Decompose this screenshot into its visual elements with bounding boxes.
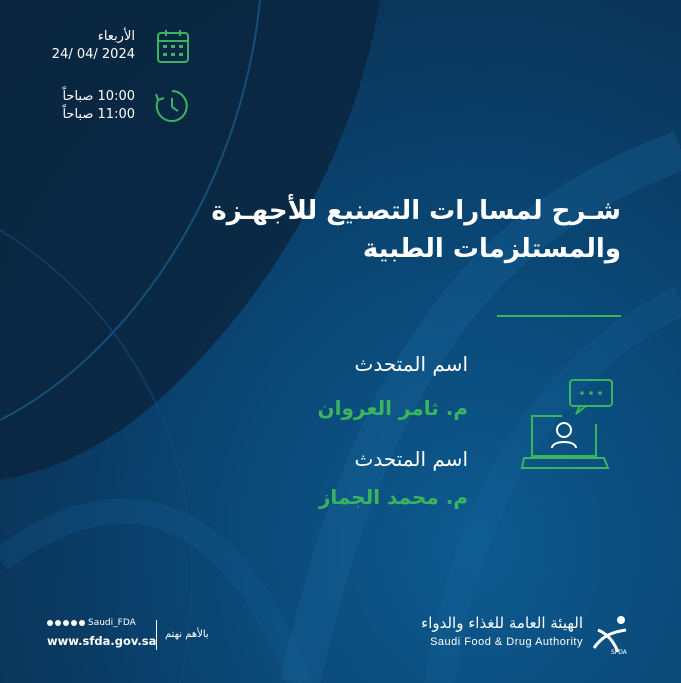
clock-icon — [154, 88, 190, 124]
time-start: 10:00 صباحاً — [62, 89, 135, 104]
org-name-ar: الهيئة العامة للغذاء والدواء — [421, 614, 583, 632]
date-block — [52, 28, 135, 64]
social-handle — [47, 618, 136, 628]
logo-text: SFDA — [611, 649, 627, 656]
speaker-2-name: م. محمد الجماز — [318, 485, 468, 509]
calendar-icon — [156, 28, 190, 64]
time-block — [62, 88, 135, 124]
laptop-speaker-icon — [520, 378, 616, 474]
event-date: 24/ 04/ 2024 — [51, 47, 135, 62]
speaker-1-label: اسم المتحدث — [354, 352, 468, 376]
title-line-1: شـرح لمسارات التصنيع للأجهـزة — [211, 196, 621, 226]
social-icons — [47, 620, 85, 626]
event-title — [161, 192, 621, 268]
speaker-1-name: م. ثامر العروان — [317, 396, 468, 420]
org-name-en: Saudi Food & Drug Authority — [430, 636, 583, 648]
slogan: بالأهم نهتم — [165, 629, 209, 640]
speaker-2-label: اسم المتحدث — [354, 447, 468, 471]
divider — [497, 315, 621, 317]
handle-text: Saudi_FDA — [88, 618, 136, 628]
title-line-2: والمستلزمات الطبية — [362, 234, 621, 264]
footer-separator — [156, 620, 157, 650]
event-day: الأربعاء — [97, 29, 135, 44]
sfda-logo — [588, 612, 634, 656]
website-link[interactable]: www.sfda.gov.sa — [47, 634, 157, 648]
time-end: 11:00 صباحاً — [62, 107, 135, 122]
